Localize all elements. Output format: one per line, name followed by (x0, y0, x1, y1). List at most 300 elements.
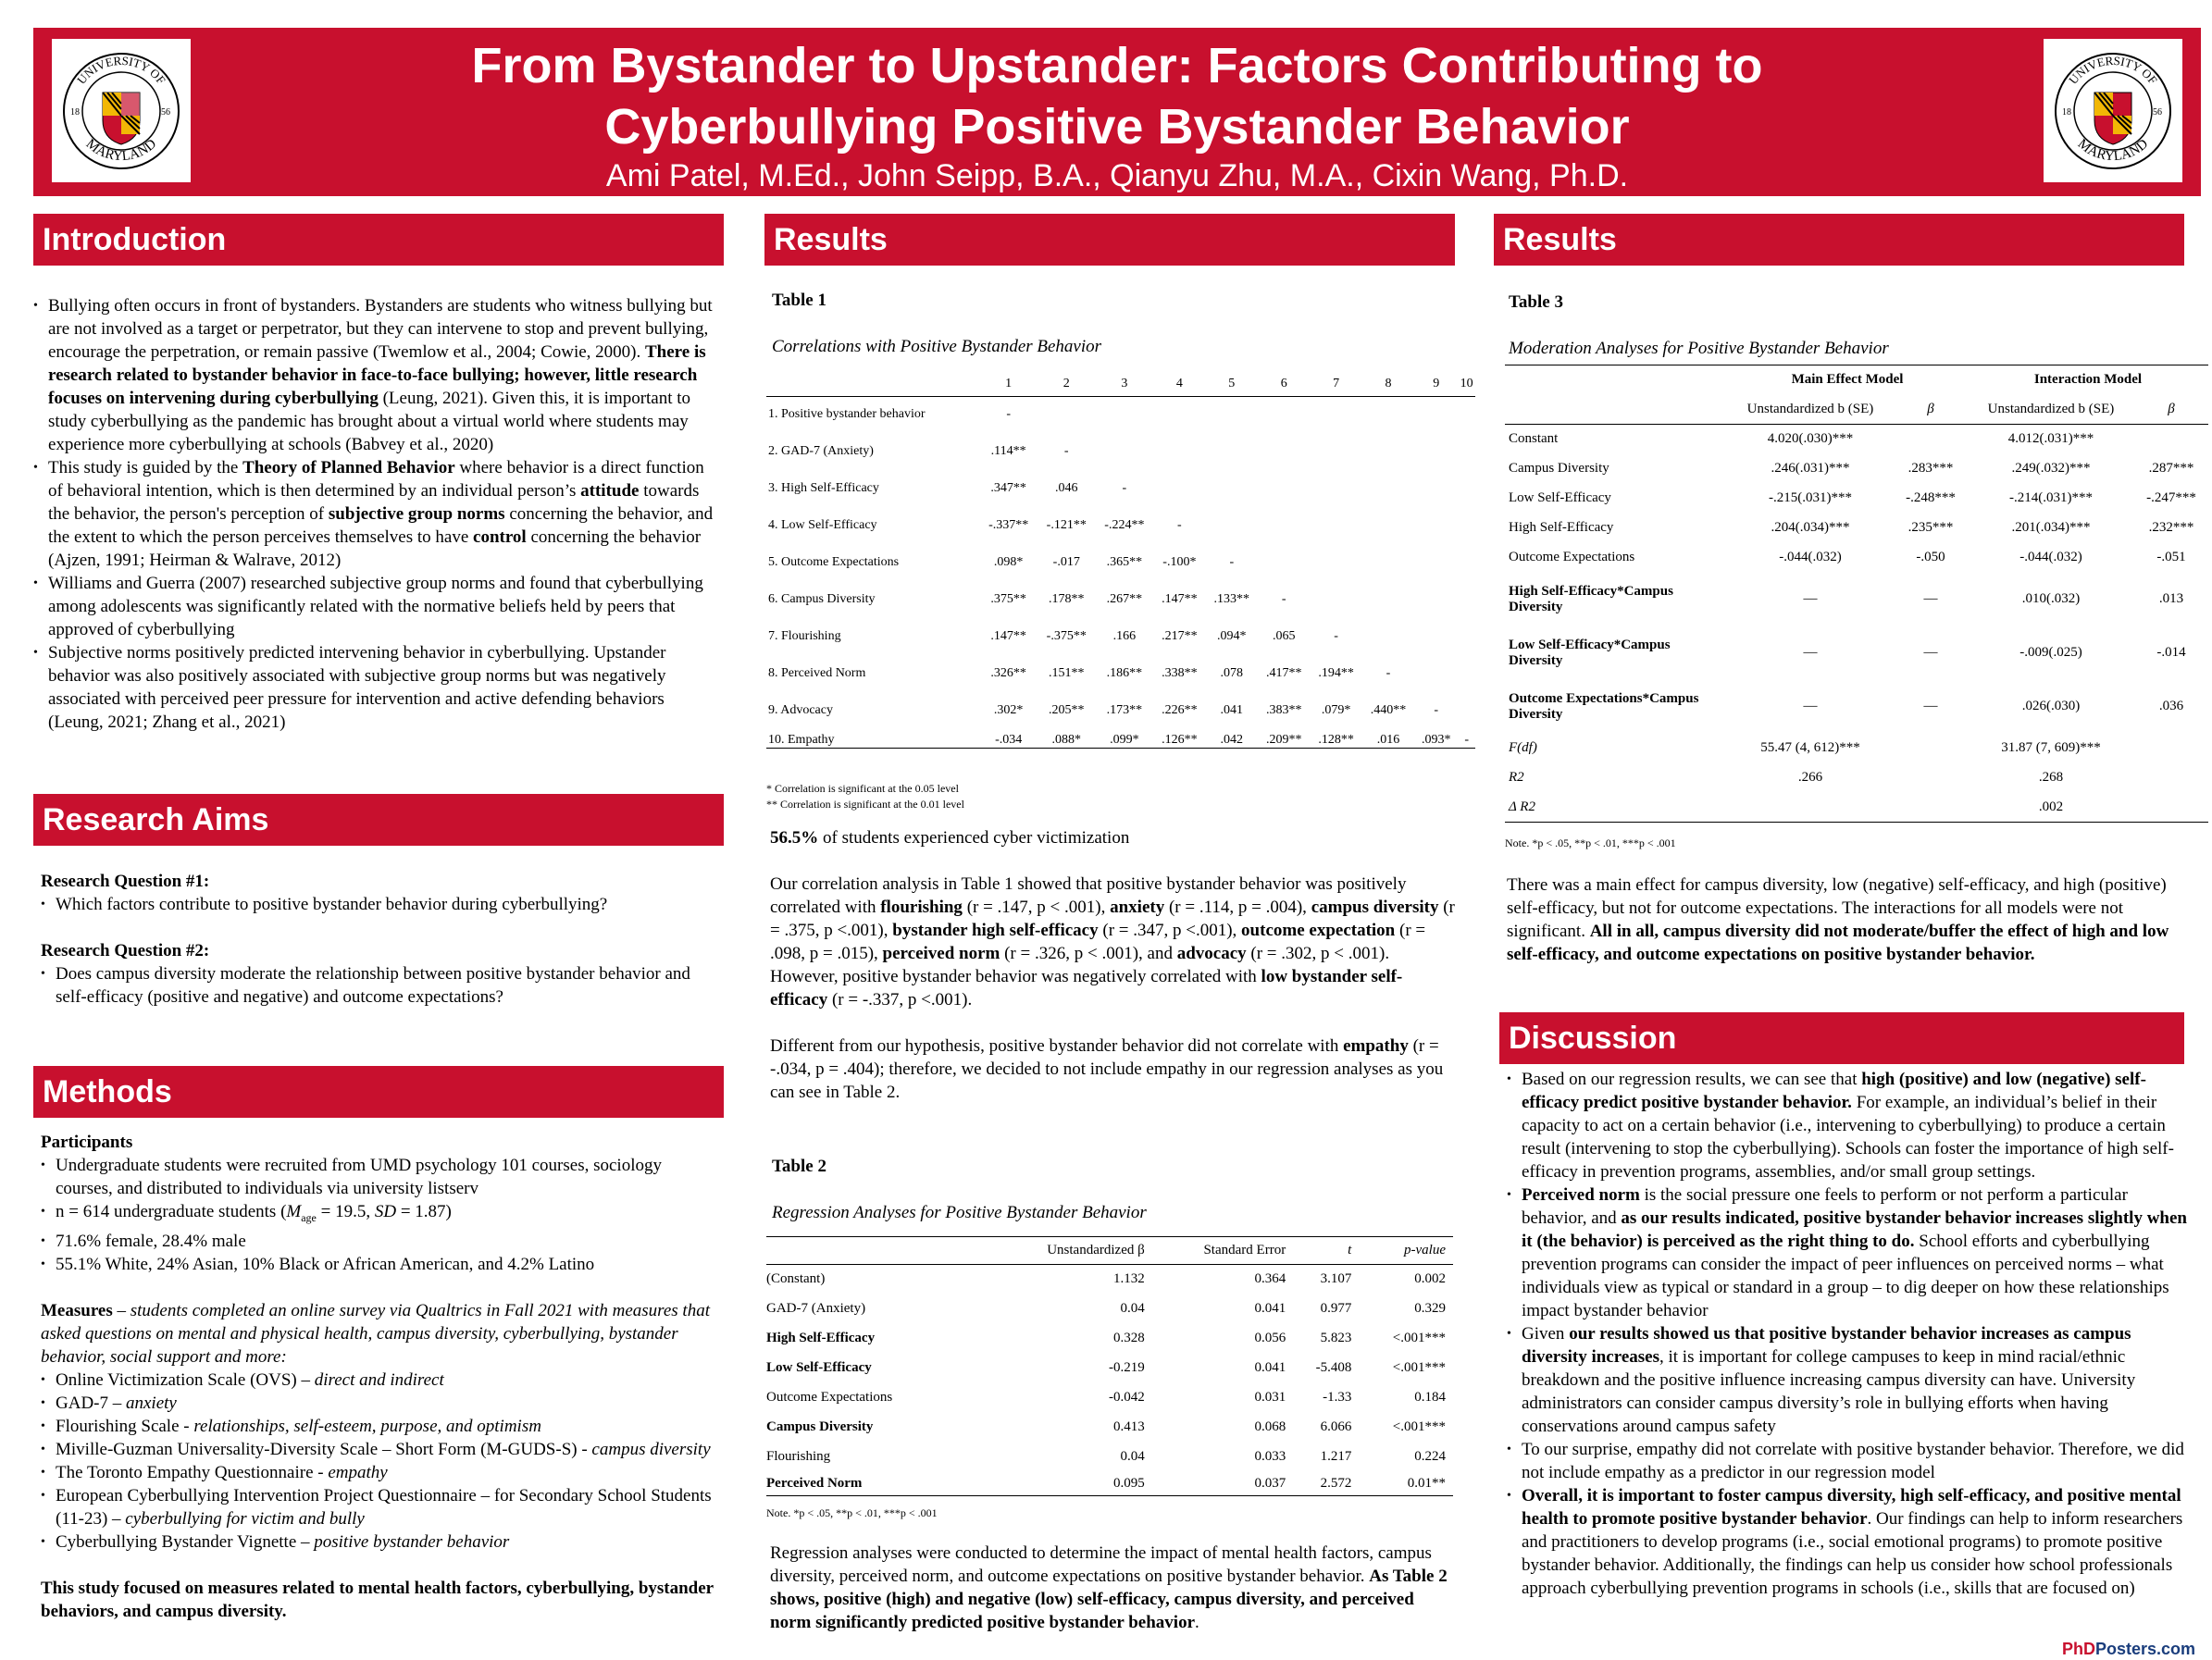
table-row (766, 544, 1475, 581)
regression-table (766, 1236, 1453, 1496)
row-label: Campus Diversity (766, 1419, 874, 1434)
table-cell: -.214(.031)*** (2009, 490, 2093, 505)
table-row (1505, 680, 2208, 734)
table-row (766, 1413, 1453, 1443)
row-label: 6. Campus Diversity (768, 592, 876, 606)
table-cell: .128** (1310, 729, 1361, 748)
column-header: 4 (1153, 372, 1205, 396)
table-cell: .166 (1112, 629, 1137, 643)
table-cell: 0.224 (1414, 1449, 1446, 1464)
row-label: Outcome Expectations (1509, 550, 1635, 564)
table-cell (1894, 793, 1968, 823)
row-label: Δ R2 (1505, 793, 1727, 823)
column-header: Unstandardized b (SE) (1968, 395, 2134, 425)
question-1: • Which factors contribute to positive bystander behavior during cyberbullying? (41, 893, 716, 916)
table-cell: 5.823 (1320, 1331, 1352, 1345)
svg-text:MARYLAND: MARYLAND (2074, 136, 2152, 165)
row-label: 5. Outcome Expectations (768, 555, 900, 569)
table-cell: 55.47 (4, 612)*** (1760, 740, 1860, 755)
question-2: • Does campus diversity moderate the relationship between positive bystander behavior and self-efficacy (positive and negative) and outcome expectations? (41, 962, 716, 1009)
table-row (1505, 734, 2208, 763)
participant-bullet: • n = 614 undergraduate students ($M_{age} = 19.5$, SD = 1.87) (41, 1200, 716, 1230)
table-row (766, 618, 1475, 655)
table-cell: 0.328 (1112, 1331, 1145, 1345)
measure-item: • GAD-7 – anxiety (41, 1392, 716, 1415)
column-header: Standard Error (1152, 1237, 1293, 1265)
table-cell: .209** (1258, 729, 1310, 748)
table-row (1505, 454, 2208, 484)
table-cell (1310, 396, 1361, 433)
row-label: 7. Flourishing (768, 629, 841, 643)
table-cell (1310, 544, 1361, 581)
table-cell: .347** (990, 481, 1026, 495)
table-cell: -.044(.032) (1779, 550, 1842, 564)
table-cell (1258, 470, 1310, 507)
table-cell (2134, 763, 2208, 793)
table-cell: 3.107 (1320, 1271, 1352, 1287)
umd-seal-logo (2044, 39, 2182, 182)
measures-intro: Measures – students completed an online survey via Qualtrics in Fall 2021 with measures that asked questions on mental and physical health, campus diversity, cyberbullying, bystander behavior, social support and more: (41, 1300, 710, 1367)
table-cell: .283*** (1908, 461, 1954, 476)
discussion-bullet: • To our surprise, empathy did not correlate with positive bystander behavior. Therefore, we did not include empathy as a predictor in our regression model (1507, 1438, 2192, 1484)
column-header: p-value (1359, 1237, 1453, 1265)
table-cell: .151** (1049, 666, 1085, 680)
table-cell: .126** (1153, 729, 1205, 748)
table-cell: .010(.032) (2021, 591, 2081, 606)
table-cell (1258, 544, 1310, 581)
table-cell: — (1803, 645, 1818, 660)
table-2-title: Table 2 (772, 1157, 826, 1176)
column-header: Unstandardized β (1001, 1237, 1152, 1265)
table-note: ** Correlation is significant at the 0.01 level (766, 798, 964, 811)
table-cell (1153, 433, 1205, 470)
row-label: Campus Diversity (1509, 461, 1609, 476)
table-cell: .078 (1220, 666, 1244, 680)
table-1-notes (766, 781, 964, 812)
table-row (766, 470, 1475, 507)
column-header: β (1894, 395, 1968, 425)
table-cell: — (1923, 699, 1938, 713)
table-cell: -.248*** (1906, 490, 1956, 505)
table-cell: <.001*** (1392, 1360, 1446, 1375)
table-cell: -.034 (979, 729, 1038, 748)
column-header: 6 (1258, 372, 1310, 396)
table-cell: .013 (2158, 591, 2184, 606)
participant-bullet: • 71.6% female, 28.4% male (41, 1230, 716, 1253)
measure-item: • Miville-Guzman Universality-Diversity Scale – Short Form (M-GUDS-S) - campus diversity (41, 1438, 716, 1461)
table-3-title: Table 3 (1509, 292, 1563, 312)
row-label: 8. Perceived Norm (768, 666, 866, 680)
table-cell: .232*** (2148, 520, 2194, 535)
table-cell (1458, 618, 1475, 655)
victimization-stat: 56.5% of students experienced cyber victimization (770, 828, 1130, 848)
table-cell: -1.33 (1323, 1390, 1352, 1405)
table-cell (1310, 433, 1361, 470)
column-header: 7 (1310, 372, 1361, 396)
svg-text:UNIVERSITY OF: UNIVERSITY OF (74, 53, 168, 87)
svg-text:56: 56 (2153, 107, 2162, 118)
poster-header (33, 28, 2201, 196)
table-2-note: Note. *p < .05, **p < .01, ***p < .001 (766, 1506, 938, 1519)
table-cell (1414, 507, 1458, 544)
row-label: (Constant) (766, 1271, 826, 1287)
row-label: 1. Positive bystander behavior (768, 407, 926, 422)
row-label: 10. Empathy (766, 729, 979, 748)
table-row (766, 655, 1475, 692)
table-row (1505, 425, 2208, 454)
table-cell: .205** (1049, 703, 1085, 717)
authors: Ami Patel, M.Ed., John Seipp, B.A., Qianyu Zhu, M.A., Cixin Wang, Ph.D. (605, 158, 1629, 193)
table-cell: 0.033 (1254, 1449, 1286, 1464)
table-cell: -.224** (1104, 518, 1145, 532)
column-header: β (2134, 395, 2208, 425)
table-cell: .365** (1106, 555, 1143, 569)
table-cell: .114** (990, 444, 1026, 458)
table-row (766, 396, 1475, 433)
column-header: Main Effect Model (1727, 365, 1968, 395)
table-cell: 1.217 (1320, 1449, 1352, 1464)
table-row (1505, 514, 2208, 543)
table-cell: -.337** (988, 518, 1029, 532)
discussion-bullet: • Overall, it is important to foster campus diversity, high self-efficacy, and positive mental health to promote positive bystander behavior. Our findings can help to inform researchers and practitioners to develop programs (i.e., social emotional programs) to promote positive bystander behavior. Additionally, the findings can help us consider how school professionals approach cyberbullying prevention programs in schools (i.e., skills that are focused on) (1507, 1484, 2192, 1600)
table-cell: .383** (1265, 703, 1302, 717)
participant-bullet: • Undergraduate students were recruited from UMD psychology 101 courses, sociology courses, and distributed to individuals via university listserv (41, 1154, 716, 1200)
table-cell: 0.002 (1414, 1271, 1446, 1287)
table-cell: -.044(.032) (2019, 550, 2082, 564)
table-cell (1038, 396, 1096, 433)
intro-bullet-1: • Bullying often occurs in front of bystanders. Bystanders are students who witness bullying but are not involved as a target or perpetrator, but they can intervene to stop and prevent bullying, encourage the perpetration, or remain passive (Twemlow et al., 2004; Cowie, 2000). There is research related to bystander behavior in face-to-face bullying; however, little research focuses on intervening during cyberbullying (Leung, 2021). Given this, it is important to study cyberbullying as the pandemic has brought about a virtual world where students may experience more cyberbullying at schools (Babvey et al., 2020) (33, 294, 718, 456)
table-cell (1414, 470, 1458, 507)
table-cell (1458, 544, 1475, 581)
table-cell (1206, 507, 1258, 544)
research-aims-body (41, 870, 716, 1009)
table-cell (1258, 507, 1310, 544)
table-row (766, 1472, 1453, 1496)
column-header: 9 (1414, 372, 1458, 396)
table-cell (1362, 618, 1414, 655)
table-cell: 0.364 (1254, 1271, 1286, 1287)
table-cell (1414, 618, 1458, 655)
table-cell: 0.04 (1120, 1301, 1145, 1316)
table-cell: .302* (993, 703, 1024, 717)
row-label: High Self-Efficacy*Campus Diversity (1509, 583, 1673, 614)
table-cell: -.375** (1046, 629, 1087, 643)
study-focus: This study focused on measures related to mental health factors, cyberbullying, bystander behaviors, and campus diversity. (41, 1578, 714, 1621)
table-cell: -.050 (1916, 550, 1945, 564)
table-cell: .338** (1162, 666, 1198, 680)
table-cell: .147** (1162, 592, 1198, 606)
table-cell: .287*** (2148, 461, 2194, 476)
table-cell (1458, 507, 1475, 544)
poster-title (218, 35, 2016, 157)
row-label: 9. Advocacy (768, 703, 833, 717)
table-cell: - (1063, 444, 1069, 458)
measure-item: • The Toronto Empathy Questionnaire - empathy (41, 1461, 716, 1484)
table-cell: .002 (1968, 793, 2134, 823)
empathy-summary: Different from our hypothesis, positive bystander behavior did not correlate with empathy (r = -.034, p = .404); therefore, we decided to not include empathy in our regression analyses as you can see in Table 2. (770, 1036, 1444, 1102)
table-cell: 4.020(.030)*** (1767, 431, 1854, 447)
table-cell: -.051 (2156, 550, 2186, 564)
umd-seal-logo (52, 39, 191, 182)
row-label: High Self-Efficacy (1509, 520, 1614, 535)
table-cell (1362, 544, 1414, 581)
table-row (766, 692, 1475, 729)
table-row (766, 507, 1475, 544)
section-header-research-aims: Research Aims (33, 794, 724, 846)
column-header: 3 (1096, 372, 1154, 396)
table-cell: 0.031 (1254, 1390, 1286, 1405)
measure-item: • Flourishing Scale - relationships, self-esteem, purpose, and optimism (41, 1415, 716, 1438)
table-row (766, 729, 1475, 748)
table-cell (1458, 581, 1475, 618)
methods-body (41, 1131, 716, 1623)
table-row (1505, 626, 2208, 680)
table-cell (1362, 470, 1414, 507)
table-cell (1153, 470, 1205, 507)
table-cell (1458, 470, 1475, 507)
table-cell: 6.066 (1320, 1419, 1352, 1434)
table-cell: .041 (1220, 703, 1244, 717)
table-cell: -.121** (1046, 518, 1087, 532)
table-cell: — (1803, 591, 1818, 606)
table-cell: <.001*** (1392, 1419, 1446, 1434)
table-cell: .036 (2158, 699, 2184, 713)
table-cell: .417** (1265, 666, 1302, 680)
row-label: 4. Low Self-Efficacy (768, 518, 877, 532)
table-1-subtitle: Correlations with Positive Bystander Behavior (772, 337, 1102, 356)
table-cell: 31.87 (7, 609)*** (2001, 740, 2101, 755)
table-row (1505, 763, 2208, 793)
row-label: Outcome Expectations (766, 1390, 893, 1405)
table-cell: .249(.032)*** (2011, 461, 2091, 476)
table-cell (1206, 396, 1258, 433)
row-label: Outcome Expectations*Campus Diversity (1509, 690, 1699, 722)
table-cell: .042 (1206, 729, 1258, 748)
table-row (1505, 484, 2208, 514)
table-cell: - (1229, 555, 1235, 569)
table-cell: .226** (1162, 703, 1198, 717)
table-cell: -.017 (1052, 555, 1080, 569)
phdposters-logo: PhDPosters.com (2061, 1640, 2195, 1658)
table-cell: .065 (1272, 629, 1296, 643)
table-cell: .217** (1162, 629, 1198, 643)
table-cell (1206, 433, 1258, 470)
table-cell: .375** (990, 592, 1026, 606)
table-cell: 0.04 (1120, 1449, 1145, 1464)
column-header: Interaction Model (1968, 365, 2208, 395)
table-cell (1894, 734, 1968, 763)
table-cell: - (1122, 481, 1127, 495)
table-cell (1458, 655, 1475, 692)
table-row (766, 1354, 1453, 1383)
section-header-results: Results (764, 214, 1455, 266)
table-cell: 4.012(.031)*** (2007, 431, 2094, 447)
title-line-1: From Bystander to Upstander: Factors Contributing to (471, 38, 1763, 93)
row-label: Flourishing (766, 1449, 831, 1464)
table-cell: 2.572 (1293, 1472, 1359, 1496)
table-row (766, 1443, 1453, 1472)
table-cell (1458, 433, 1475, 470)
table-cell: .088* (1038, 729, 1096, 748)
table-cell: .266 (1797, 770, 1823, 785)
column-header: 8 (1362, 372, 1414, 396)
table-cell: .016 (1362, 729, 1414, 748)
table-cell: .093* (1414, 729, 1458, 748)
table-cell: .147** (990, 629, 1026, 643)
table-row (766, 1265, 1453, 1295)
table-cell: -.100* (1162, 555, 1197, 569)
table-1-title: Table 1 (772, 291, 826, 310)
table-cell (1258, 433, 1310, 470)
table-cell (1310, 581, 1361, 618)
discussion-bullet: • Based on our regression results, we can see that high (positive) and low (negative) self-efficacy predict positive bystander behavior. For example, an individual’s belief in their capacity to act on a certain behavior (i.e., intervening to cyberbullying) to produce a certain result (intervening to stop the cyberbullying). Schools can foster the importance of high self-efficacy in prevention programs, assemblies, and/or small group settings. (1507, 1068, 2192, 1183)
table-3-note: Note. *p < .05, **p < .01, ***p < .001 (1505, 836, 1676, 849)
table-cell (1894, 425, 1968, 454)
discussion-bullet: • Given our results showed us that positive bystander behavior increases as campus diversity increases, it is important for college campuses to keep in mind racial/ethnic breakdown and the positive influence increasing campus diversity can have. University administrators can consider campus diversity’s role in bullying efforts when having conservations around campus safety (1507, 1322, 2192, 1438)
column-header: 10 (1458, 372, 1475, 396)
title-line-2: Cyberbullying Positive Bystander Behavior (604, 99, 1630, 155)
row-label: Constant (1509, 431, 1559, 447)
measure-item: • European Cyberbullying Intervention Project Questionnaire – for Secondary School Students (11-23) – cyberbullying for victim and bully (41, 1484, 716, 1530)
svg-text:UNIVERSITY OF: UNIVERSITY OF (2066, 53, 2160, 87)
table-cell: 0.095 (1001, 1472, 1152, 1496)
table-cell: 0.041 (1254, 1301, 1286, 1316)
table-cell (2134, 734, 2208, 763)
table-cell: 0.184 (1414, 1390, 1446, 1405)
table-cell: .440** (1370, 703, 1407, 717)
table-cell: 0.037 (1152, 1472, 1293, 1496)
table-cell: .178** (1049, 592, 1085, 606)
svg-text:56: 56 (161, 107, 170, 118)
table-cell (1206, 470, 1258, 507)
table-cell: -0.219 (1108, 1360, 1145, 1375)
participants-label: Participants (41, 1133, 133, 1152)
table-cell: — (1923, 645, 1938, 660)
table-cell: 0.01** (1359, 1472, 1453, 1496)
table-cell: - (1458, 729, 1475, 748)
measure-item: • Cyberbullying Bystander Vignette – positive bystander behavior (41, 1530, 716, 1554)
table-cell: .133** (1213, 592, 1250, 606)
question-2-label: Research Question #2: (41, 941, 210, 960)
svg-text:18: 18 (70, 107, 80, 118)
table-cell: .246(.031)*** (1771, 461, 1850, 476)
table-row (1505, 573, 2208, 626)
table-cell: 0.329 (1414, 1301, 1446, 1316)
table-cell (1414, 433, 1458, 470)
moderation-summary: There was a main effect for campus diversity, low (negative) self-efficacy, and high (positive) self-efficacy, but not for outcome expectations. The interactions for all models were not significant. All in all, campus diversity did not moderate/buffer the effect of high and low self-efficacy, and outcome expectations on positive bystander behavior. (1507, 875, 2169, 964)
row-label: GAD-7 (Anxiety) (766, 1301, 866, 1316)
table-cell: .099* (1096, 729, 1154, 748)
table-cell: .326** (990, 666, 1026, 680)
intro-bullet-3: • Williams and Guerra (2007) researched subjective group norms and found that cyberbullying among adolescents was significantly related with the normative beliefs held by peers that approved of cyberbullying (33, 572, 718, 641)
table-3-subtitle: Moderation Analyses for Positive Bystander Behavior (1509, 339, 1889, 358)
table-cell (1362, 581, 1414, 618)
table-cell (1096, 396, 1154, 433)
column-header: t (1293, 1237, 1359, 1265)
table-cell: — (1923, 591, 1938, 606)
table-cell: - (1177, 518, 1182, 532)
table-cell: - (1334, 629, 1338, 643)
table-note: * Correlation is significant at the 0.05 level (766, 782, 959, 795)
table-cell (1458, 692, 1475, 729)
table-cell (2134, 793, 2208, 823)
table-cell (2134, 425, 2208, 454)
table-cell (1310, 507, 1361, 544)
table-row (766, 433, 1475, 470)
measure-item: • Online Victimization Scale (OVS) – direct and indirect (41, 1369, 716, 1392)
introduction-body (33, 294, 718, 734)
table-cell: 0.056 (1254, 1331, 1286, 1345)
correlation-table (766, 372, 1475, 749)
table-cell: 0.413 (1112, 1419, 1145, 1434)
table-cell (1362, 507, 1414, 544)
column-header: 2 (1038, 372, 1096, 396)
column-header (1505, 365, 1727, 395)
table-cell: — (1803, 699, 1818, 713)
column-header (766, 1237, 1001, 1265)
table-cell: - (1386, 666, 1391, 680)
table-cell (1894, 763, 1968, 793)
table-cell: .235*** (1908, 520, 1954, 535)
row-label: F(df) (1509, 740, 1537, 755)
table-cell (1414, 544, 1458, 581)
table-cell: .194** (1318, 666, 1354, 680)
table-row (766, 1324, 1453, 1354)
table-cell: .173** (1106, 703, 1143, 717)
row-label: R2 (1509, 770, 1524, 785)
table-cell: .079* (1321, 703, 1351, 717)
table-cell: .094* (1217, 629, 1247, 643)
discussion-body (1507, 1068, 2192, 1600)
table-cell: .204(.034)*** (1771, 520, 1850, 535)
table-cell: -.014 (2156, 645, 2186, 660)
table-cell: .026(.030) (2021, 699, 2081, 713)
row-label: Perceived Norm (766, 1472, 1001, 1496)
section-header-results: Results (1494, 214, 2184, 266)
table-cell (1414, 655, 1458, 692)
table-cell: -.009(.025) (2019, 645, 2082, 660)
table-cell: -.247*** (2146, 490, 2196, 505)
table-cell: 1.132 (1112, 1271, 1145, 1287)
table-cell: .267** (1106, 592, 1143, 606)
table-row (766, 1383, 1453, 1413)
table-cell (1362, 433, 1414, 470)
intro-bullet-4: • Subjective norms positively predicted intervening behavior in cyberbullying. Upstander behavior was also positively associated with subjective group norms but was negatively associated with perceived peer pressure for intervention and active defending behaviors (Leung, 2021; Zhang et al., 2021) (33, 641, 718, 734)
section-header-introduction: Introduction (33, 214, 724, 266)
participant-bullet: • 55.1% White, 24% Asian, 10% Black or African American, and 4.2% Latino (41, 1253, 716, 1276)
table-cell (1310, 470, 1361, 507)
row-label: Low Self-Efficacy*Campus Diversity (1509, 637, 1671, 668)
section-header-discussion: Discussion (1499, 1012, 2184, 1064)
column-header: 1 (979, 372, 1038, 396)
table-cell (1727, 793, 1894, 823)
table-cell: - (1006, 407, 1011, 422)
table-cell (1362, 396, 1414, 433)
table-2-subtitle: Regression Analyses for Positive Bystander Behavior (772, 1203, 1147, 1222)
table-row (1505, 543, 2208, 573)
correlation-summary: Our correlation analysis in Table 1 showed that positive bystander behavior was positively correlated with flourishing (r = .147, p < .001), anxiety (r = .114, p = .004), campus diversity (r = .375, p <.001), bystander high self-efficacy (r = .347, p <.001), outcome expectation (r = .098, p = .015), perceived norm (r = .326, p < .001), and advocacy (r = .302, p < .001). However, positive bystander behavior was negatively correlated with low bystander self-efficacy (r = -.337, p <.001). (770, 874, 1455, 1010)
row-label: High Self-Efficacy (766, 1331, 876, 1345)
section-header-methods: Methods (33, 1066, 724, 1118)
table-row (766, 1295, 1453, 1324)
table-cell: .046 (1055, 481, 1078, 495)
row-label: Low Self-Efficacy (1509, 490, 1611, 505)
discussion-bullet: • Perceived norm is the social pressure one feels to perform or not perform a particular behavior, and as our results indicated, positive bystander behavior increases slightly when it (the behavior) is perceived as the right thing to do. School efforts and cyberbullying prevention programs can consider the impact of peer influences on perceived norms – what individuals view as typical or standard in a group – to dig deeper on how these relationships impact bystander behavior (1507, 1183, 2192, 1322)
question-1-label: Research Question #1: (41, 872, 210, 891)
table-cell: .268 (2038, 770, 2064, 785)
table-cell: .201(.034)*** (2011, 520, 2091, 535)
column-header: 5 (1206, 372, 1258, 396)
